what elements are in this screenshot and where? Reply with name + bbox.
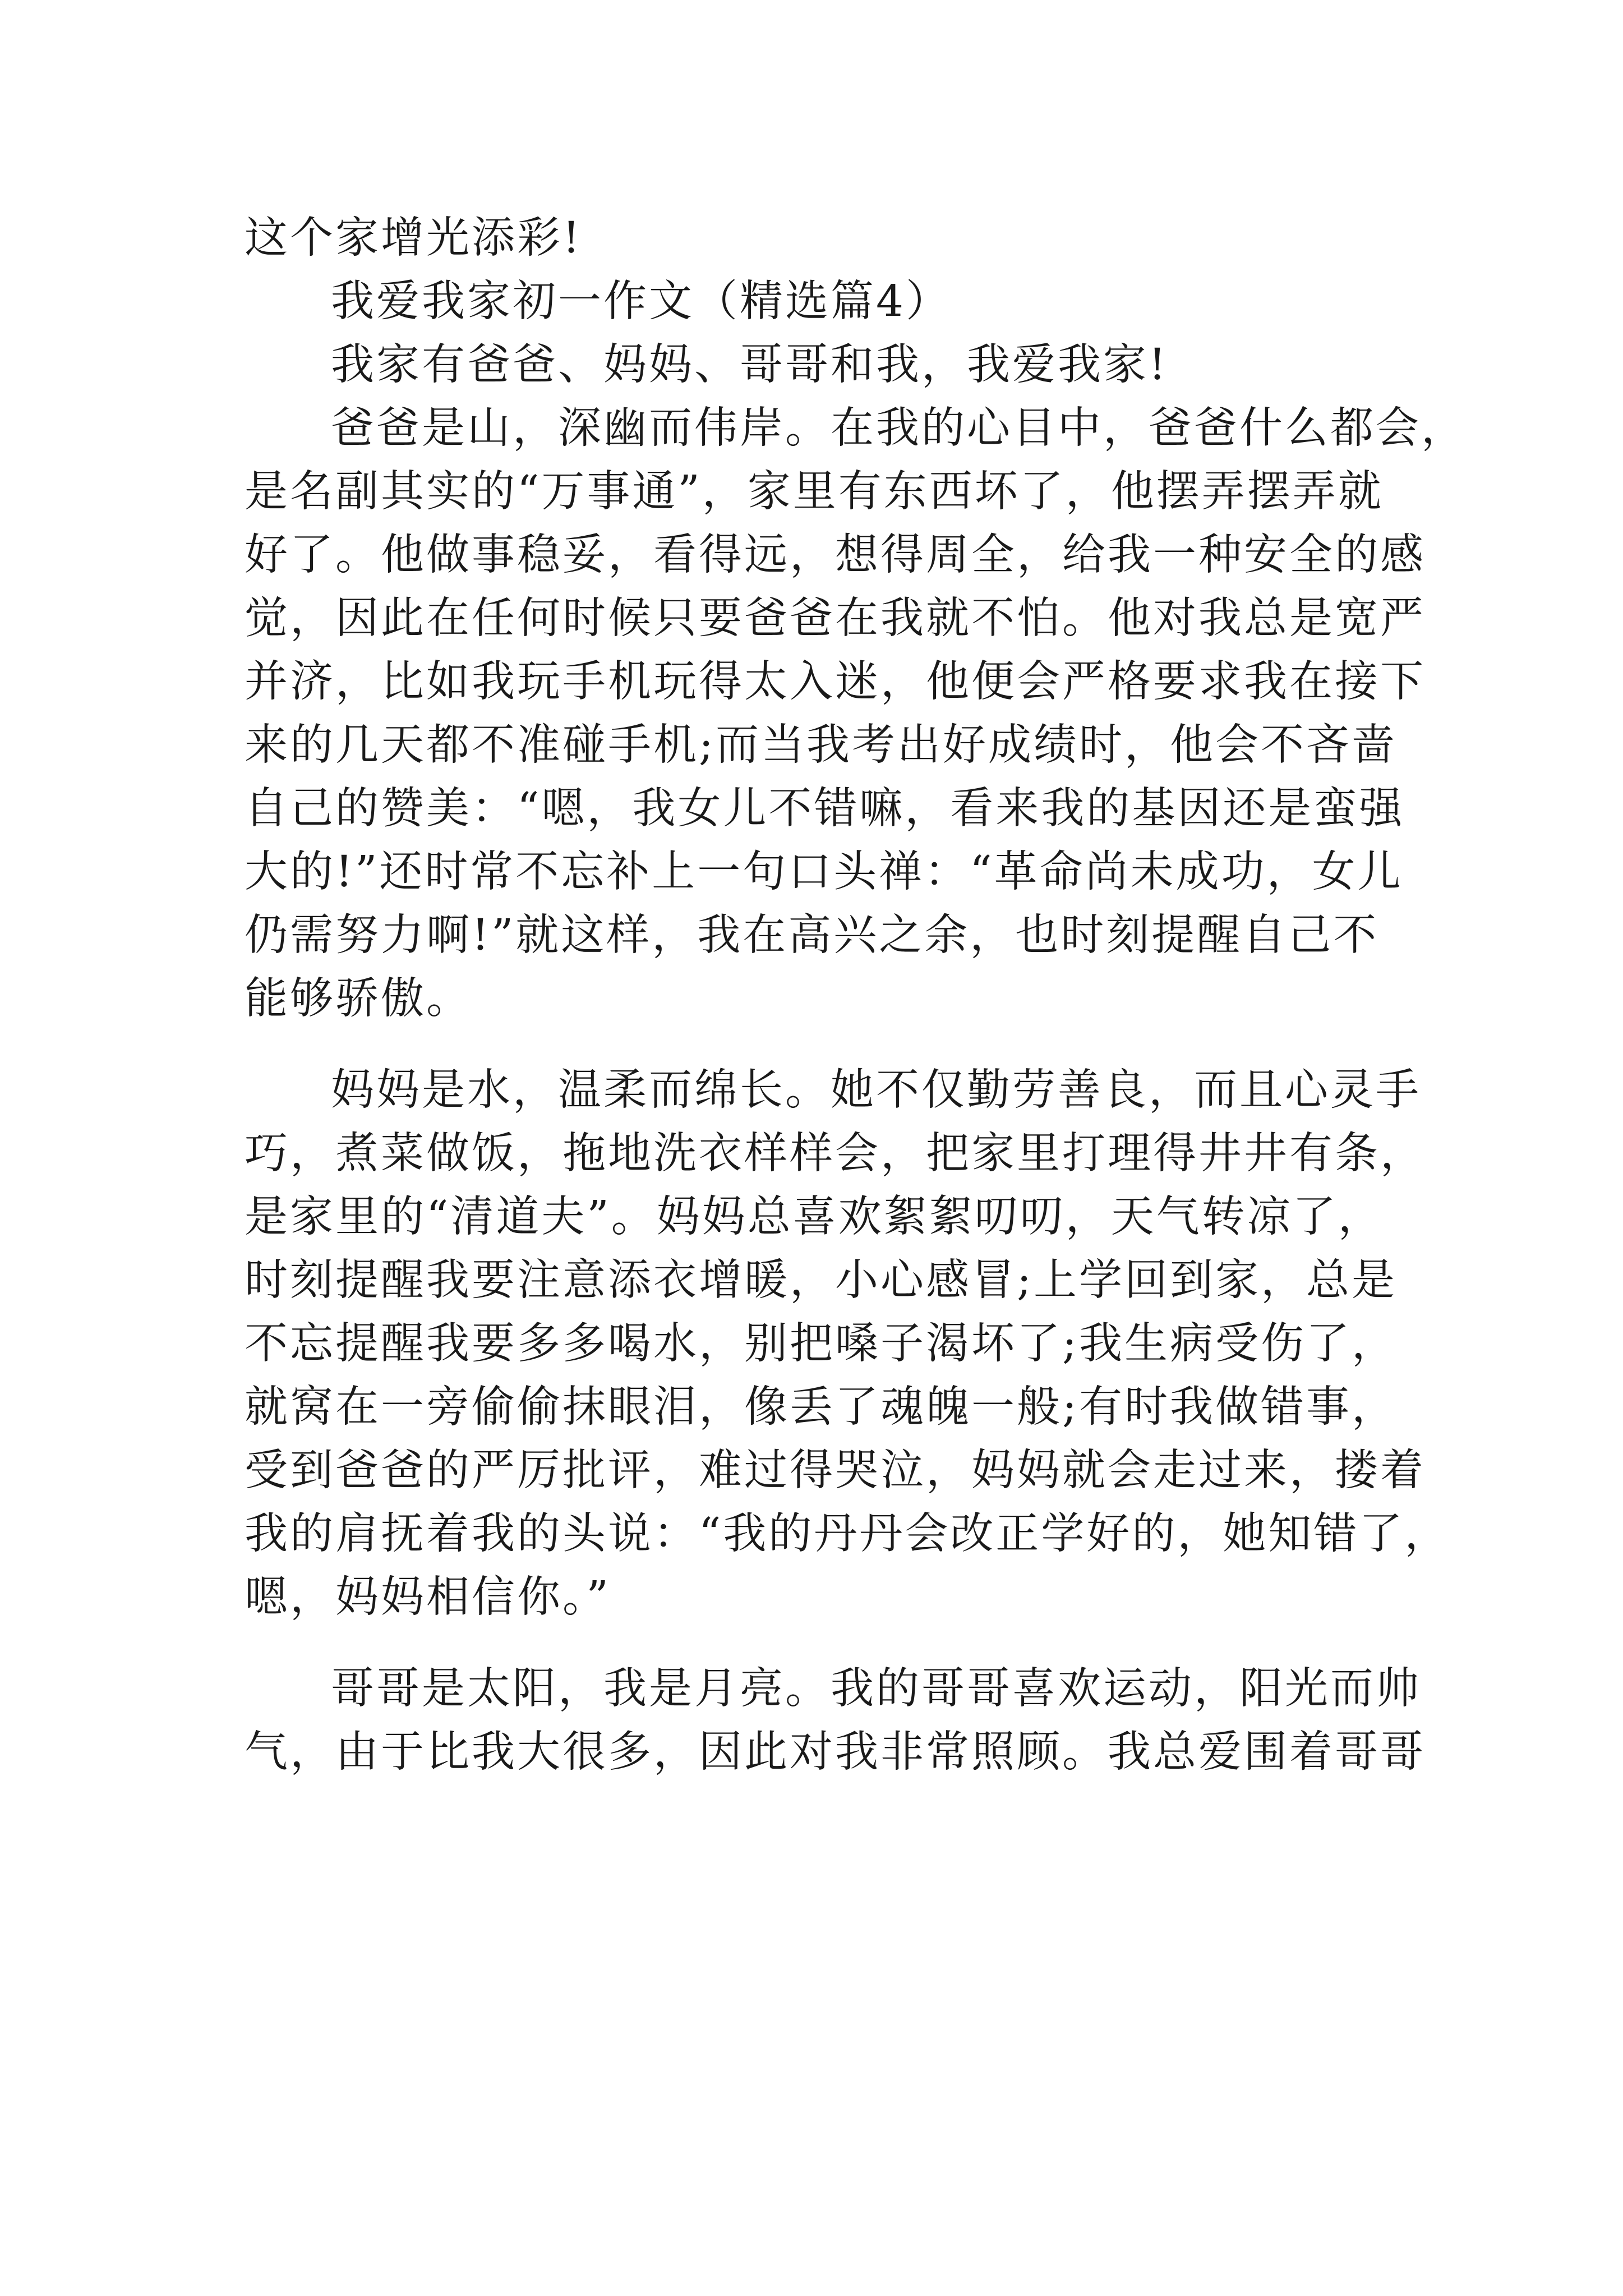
text-line: 觉，因此在任何时候只要爸爸在我就不怕。他对我总是宽严: [245, 593, 1426, 643]
text-line: 大的!”还时常不忘补上一句口头禅：“革命尚未成功，女儿: [245, 847, 1403, 897]
text-line: 能够骄傲。: [245, 974, 472, 1024]
text-line: 是名副其实的“万事通”，家里有东西坏了，他摆弄摆弄就: [245, 467, 1384, 517]
text-line: 好了。他做事稳妥，看得远，想得周全，给我一种安全的感: [245, 530, 1426, 580]
essay-text: [245, 206, 1467, 1784]
text-line: 时刻提醒我要注意添衣增暖，小心感冒;上学回到家，总是: [245, 1255, 1397, 1305]
text-line: 我家有爸爸、妈妈、哥哥和我，我爱我家!: [331, 340, 1168, 390]
text-line: 来的几天都不准碰手机;而当我考出好成绩时，他会不吝啬: [245, 720, 1397, 770]
text-line: 这个家增光添彩!: [245, 213, 582, 263]
text-line: 我的肩抚着我的头说：“我的丹丹会改正学好的，她知错了，: [245, 1509, 1450, 1559]
text-line: 哥哥是太阳，我是月亮。我的哥哥喜欢运动，阳光而帅: [331, 1664, 1421, 1714]
text-line: 气，由于比我大很多，因此对我非常照顾。我总爱围着哥哥: [245, 1727, 1426, 1777]
text-line: 嗯，妈妈相信你。”: [245, 1572, 611, 1622]
text-line: 自己的赞美：“嗯，我女儿不错嘛，看来我的基因还是蛮强: [245, 784, 1405, 834]
text-line: 爸爸是山，深幽而伟岸。在我的心目中，爸爸什么都会，: [331, 403, 1467, 453]
paragraph-gap: [245, 1030, 1389, 1059]
text-line: 仍需努力啊!”就这样，我在高兴之余，也时刻提醒自己不: [245, 910, 1379, 960]
text-line: 就窝在一旁偷偷抹眼泪，像丢了魂魄一般;有时我做错事，: [245, 1382, 1397, 1432]
paragraph-gap: [245, 1629, 1389, 1657]
text-line: 受到爸爸的严厉批评，难过得哭泣，妈妈就会走过来，搂着: [245, 1446, 1426, 1496]
text-line: 妈妈是水，温柔而绵长。她不仅勤劳善良，而且心灵手: [331, 1065, 1421, 1115]
text-line: 是家里的“清道夫”。妈妈总喜欢絮絮叨叨，天气转凉了，: [245, 1192, 1384, 1242]
text-line: 巧，煮菜做饭，拖地洗衣样样会，把家里打理得井井有条，: [245, 1129, 1426, 1179]
section-heading: 我爱我家初一作文（精选篇4）: [331, 277, 951, 326]
text-line: 并济，比如我玩手机玩得太入迷，他便会严格要求我在接下: [245, 657, 1426, 707]
text-line: 不忘提醒我要多多喝水，别把嗓子渴坏了;我生病受伤了，: [245, 1319, 1397, 1369]
